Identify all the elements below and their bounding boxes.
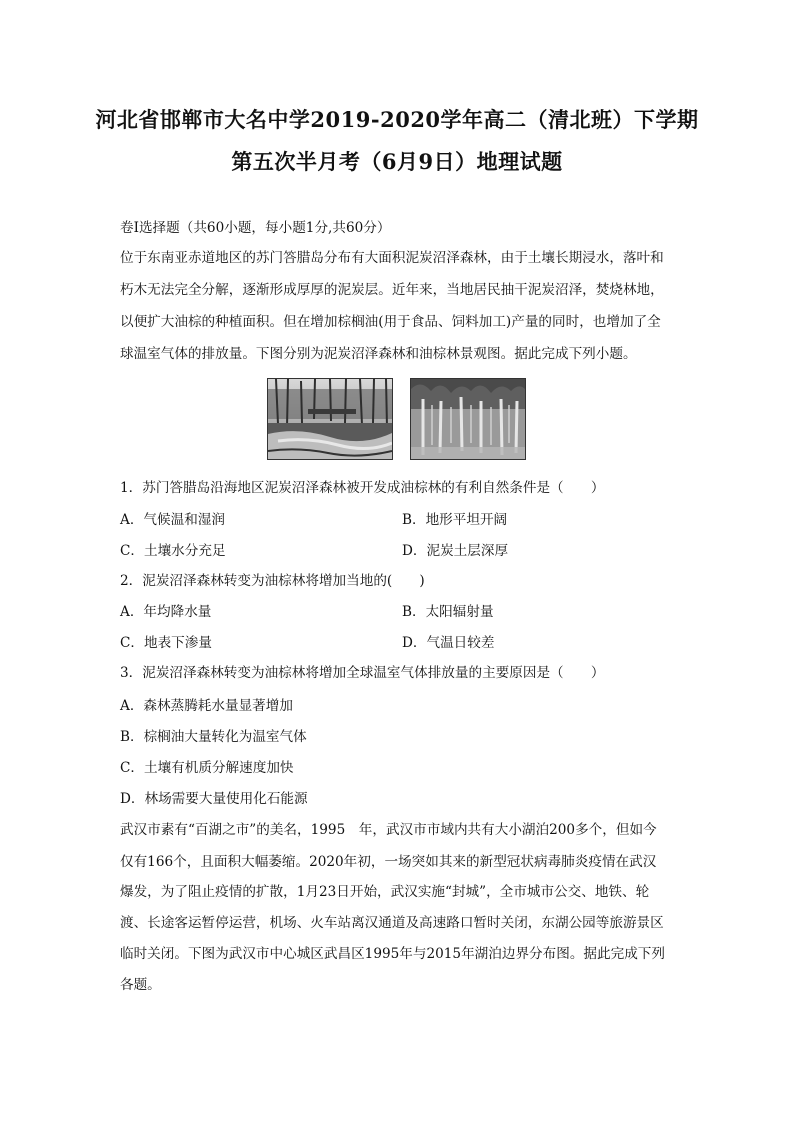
passage1-line: 位于东南亚赤道地区的苏门答腊岛分布有大面积泥炭沼泽森林，由于土壤长期浸水，落叶和 [120,250,664,266]
question-2-option-d: D．气温日较差 [402,635,495,651]
passage2-line: 爆发，为了阻止疫情的扩散，1月23日开始，武汉实施“封城”，全市城市公交、地铁、轮 [120,884,650,900]
question-3-option-b: B．棕榈油大量转化为温室气体 [120,729,307,745]
question-1-stem: 1．苏门答腊岛沿海地区泥炭沼泽森林被开发成油棕林的有利自然条件是（ ） [120,480,605,496]
peat-swamp-forest-photo [267,378,393,460]
question-3-option-a: A．森林蒸腾耗水量显著增加 [120,698,293,714]
question-2-option-a: A．年均降水量 [120,604,212,620]
question-3-stem: 3．泥炭沼泽森林转变为油棕林将增加全球温室气体排放量的主要原因是（ ） [120,665,605,681]
question-3-option-d: D．林场需要大量使用化石能源 [120,791,308,807]
passage2-line: 武汉市素有“百湖之市”的美名，1995 年，武汉市市域内共有大小湖泊200多个，但如今 [120,822,657,838]
passage2-line: 临时关闭。下图为武汉市中心城区武昌区1995年与2015年湖泊边界分布图。据此完成下列 [120,946,665,962]
passage2-line: 仅有166个，且面积大幅萎缩。2020年初，一场突如其来的新型冠状病毒肺炎疫情在武汉 [120,854,657,870]
title-line-1: 河北省邯郸市大名中学2019-2020学年高二（清北班）下学期 [95,107,699,132]
peat-swamp-forest-image [268,379,392,459]
section-header: 卷Ⅰ选择题（共60小题，每小题1分,共60分） [120,220,391,236]
question-1-option-a: A．气候温和湿润 [120,512,225,528]
question-2-option-b: B．太阳辐射量 [402,604,494,620]
oil-palm-plantation-image [411,379,525,459]
question-1-option-c: C．土壤水分充足 [120,543,226,559]
title-line-2: 第五次半月考（6月9日）地理试题 [231,149,563,174]
question-3-option-c: C．土壤有机质分解速度加快 [120,760,294,776]
passage1-line: 以便扩大油棕的种植面积。但在增加棕榈油(用于食品、饲料加工)产量的同时，也增加了全 [120,314,661,330]
passage1-line: 朽木无法完全分解，逐渐形成厚厚的泥炭层。近年来，当地居民抽干泥炭沼泽，焚烧林地， [120,282,664,298]
passage2-line: 各题。 [120,977,161,993]
question-2-stem: 2．泥炭沼泽森林转变为油棕林将增加当地的( ) [120,573,425,589]
question-1-option-d: D．泥炭土层深厚 [402,543,509,559]
question-1-option-b: B．地形平坦开阔 [402,512,508,528]
oil-palm-plantation-photo [410,378,526,460]
question-2-option-c: C．地表下渗量 [120,635,212,651]
passage2-line: 渡、长途客运暂停运营，机场、火车站离汉通道及高速路口暂时关闭，东湖公园等旅游景区 [120,915,664,931]
passage1-line: 球温室气体的排放量。下图分别为泥炭沼泽森林和油棕林景观图。据此完成下列小题。 [120,346,637,362]
